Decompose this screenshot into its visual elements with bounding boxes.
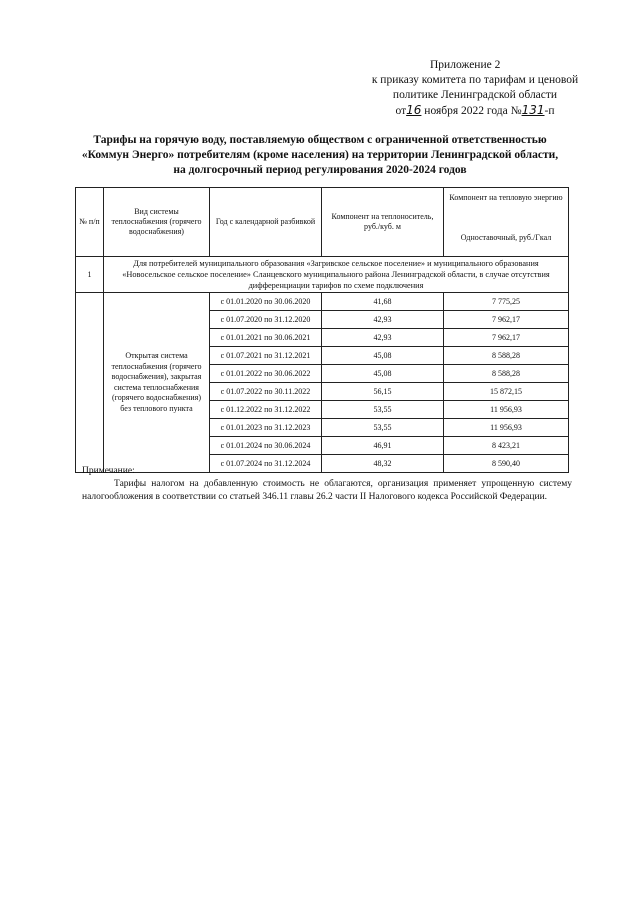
row-number: 1 xyxy=(76,257,104,293)
handwritten-number: 131 xyxy=(521,103,545,117)
appendix-label: Приложение 2 xyxy=(430,59,501,71)
appendix-date-line xyxy=(360,103,590,119)
period-cell: с 01.01.2024 по 30.06.2024 xyxy=(210,437,322,455)
appendix-order-line: к приказу комитета по тарифам и ценовой xyxy=(371,74,579,86)
carrier-cell: 48,32 xyxy=(322,455,444,473)
period-cell: с 01.01.2020 по 30.06.2020 xyxy=(210,293,322,311)
system-type-cell: Открытая система теплоснабжения (горячего водоснабжения), закрытая система теплоснабжения (горячего водоснабжения) без теплового пункта xyxy=(104,293,210,473)
energy-cell: 8 590,40 xyxy=(444,455,569,473)
appendix-committee-line: политике Ленинградской области xyxy=(392,89,558,101)
table-row xyxy=(76,293,569,311)
header-carrier: Компонент на теплоноситель, руб./куб. м xyxy=(322,188,444,257)
energy-cell: 7 775,25 xyxy=(444,293,569,311)
energy-cell: 11 956,93 xyxy=(444,401,569,419)
date-prefix: от xyxy=(395,105,407,117)
energy-cell: 8 588,28 xyxy=(444,365,569,383)
period-cell: с 01.12.2022 по 31.12.2022 xyxy=(210,401,322,419)
energy-cell: 7 962,17 xyxy=(444,311,569,329)
note-text: Тарифы налогом на добавленную стоимость не облагаются, организация применяет упрощенную систему налогообложения в соответствии со статьей 346.11 главы 26.2 части II Налогового кодекса Российской Федерации. xyxy=(82,479,572,502)
carrier-cell: 41,68 xyxy=(322,293,444,311)
carrier-cell: 42,93 xyxy=(322,329,444,347)
title-line-1: Тарифы на горячую воду, поставляемую обществом с ограниченной ответственностью xyxy=(93,134,547,146)
tariff-table xyxy=(75,187,569,473)
document-title xyxy=(60,133,580,178)
header-energy-bottom: Одноставочный, руб./Гкал xyxy=(460,233,552,242)
carrier-cell: 45,08 xyxy=(322,347,444,365)
carrier-cell: 53,55 xyxy=(322,419,444,437)
table-header-row xyxy=(76,188,569,257)
energy-cell: 11 956,93 xyxy=(444,419,569,437)
header-system: Вид системы теплоснабжения (горячего водоснабжения) xyxy=(104,188,210,257)
consumer-row xyxy=(76,257,569,293)
period-cell: с 01.01.2022 по 30.06.2022 xyxy=(210,365,322,383)
title-line-2: «Коммун Энерго» потребителям (кроме населения) на территории Ленинградской области, xyxy=(81,149,559,161)
period-cell: с 01.01.2023 по 31.12.2023 xyxy=(210,419,322,437)
carrier-cell: 42,93 xyxy=(322,311,444,329)
handwritten-day: 16 xyxy=(406,103,422,117)
number-suffix: -п xyxy=(544,105,555,117)
period-cell: с 01.07.2021 по 31.12.2021 xyxy=(210,347,322,365)
header-energy xyxy=(444,188,569,257)
header-num: № п/п xyxy=(76,188,104,257)
header-energy-top: Компонент на тепловую энергию xyxy=(449,193,563,202)
energy-cell: 7 962,17 xyxy=(444,329,569,347)
date-middle: ноября 2022 года № xyxy=(424,105,522,117)
row-number-blank xyxy=(76,293,104,473)
note-label: Примечание: xyxy=(82,466,135,476)
carrier-cell: 56,15 xyxy=(322,383,444,401)
energy-cell: 8 588,28 xyxy=(444,347,569,365)
period-cell: с 01.07.2022 по 30.11.2022 xyxy=(210,383,322,401)
title-line-3: на долгосрочный период регулирования 2020-2024 годов xyxy=(173,164,467,176)
energy-cell: 8 423,21 xyxy=(444,437,569,455)
header-period: Год с календарной разбивкой xyxy=(210,188,322,257)
carrier-cell: 46,91 xyxy=(322,437,444,455)
period-cell: с 01.07.2024 по 31.12.2024 xyxy=(210,455,322,473)
energy-cell: 15 872,15 xyxy=(444,383,569,401)
period-cell: с 01.01.2021 по 30.06.2021 xyxy=(210,329,322,347)
carrier-cell: 53,55 xyxy=(322,401,444,419)
carrier-cell: 45,08 xyxy=(322,365,444,383)
appendix-header xyxy=(360,58,590,119)
period-cell: с 01.07.2020 по 31.12.2020 xyxy=(210,311,322,329)
consumer-description: Для потребителей муниципального образования «Загривское сельское поселение» и муниципального образования «Новосельское сельское поселение» Сланцевского муниципального района Ленинградской области, в случае отсутствия дифференциации тарифов по схеме подключения xyxy=(104,257,569,293)
